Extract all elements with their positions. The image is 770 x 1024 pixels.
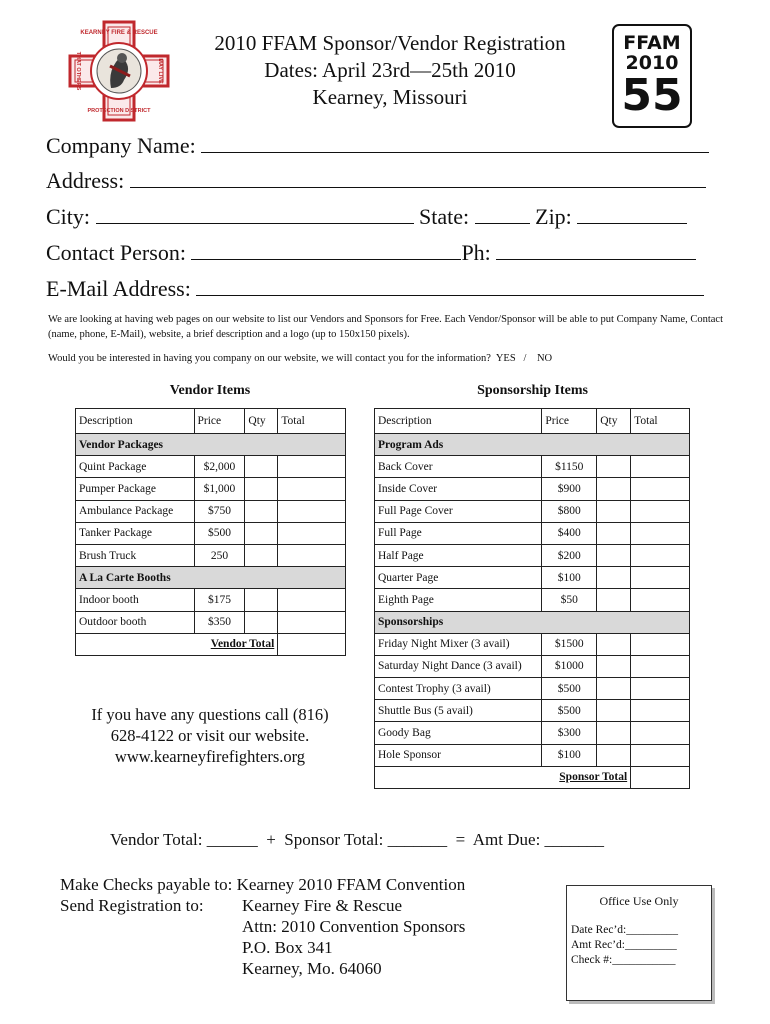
item-price: $100 bbox=[542, 567, 597, 589]
table-row bbox=[76, 500, 346, 522]
total-cell[interactable] bbox=[631, 544, 690, 566]
section-program-ads: Program Ads bbox=[375, 434, 690, 456]
qty-cell[interactable] bbox=[597, 567, 631, 589]
table-row bbox=[375, 522, 690, 544]
qty-cell[interactable] bbox=[597, 722, 631, 744]
qty-cell[interactable] bbox=[597, 589, 631, 611]
sponsor-header-row bbox=[375, 409, 690, 434]
sponsor-total-label: Sponsor Total bbox=[375, 766, 631, 788]
table-row bbox=[76, 456, 346, 478]
qty-cell[interactable] bbox=[597, 678, 631, 700]
qty-cell[interactable] bbox=[597, 522, 631, 544]
address-line: Kearney Fire & Rescue bbox=[242, 896, 403, 915]
city-field[interactable] bbox=[96, 203, 414, 224]
item-price: $800 bbox=[542, 500, 597, 522]
table-row bbox=[76, 544, 346, 566]
item-price: $500 bbox=[542, 700, 597, 722]
vendor-header-row bbox=[76, 409, 346, 434]
item-price: 250 bbox=[194, 544, 245, 566]
table-row bbox=[375, 744, 690, 766]
address-field[interactable] bbox=[130, 167, 706, 188]
total-cell[interactable] bbox=[278, 522, 346, 544]
item-desc: Indoor booth bbox=[76, 589, 195, 611]
col-price: Price bbox=[542, 409, 597, 434]
item-price: $175 bbox=[194, 589, 245, 611]
table-row bbox=[76, 589, 346, 611]
total-cell[interactable] bbox=[278, 544, 346, 566]
page-title bbox=[180, 30, 600, 111]
company-label: Company Name: bbox=[46, 133, 196, 158]
item-desc: Friday Night Mixer (3 avail) bbox=[375, 633, 542, 655]
dates-line: Dates: April 23rd—25th 2010 bbox=[264, 58, 516, 82]
item-desc: Outdoor booth bbox=[76, 611, 195, 633]
amount-due-line: Vendor Total: ______ + Sponsor Total: _______ = Amt Due: _______ bbox=[110, 830, 605, 849]
vendor-total-cell[interactable] bbox=[278, 633, 346, 655]
company-field[interactable] bbox=[201, 132, 709, 153]
total-cell[interactable] bbox=[631, 478, 690, 500]
total-cell[interactable] bbox=[631, 678, 690, 700]
qty-cell[interactable] bbox=[245, 478, 278, 500]
contact-info bbox=[70, 704, 350, 767]
qty-cell[interactable] bbox=[245, 611, 278, 633]
table-row bbox=[375, 567, 690, 589]
item-desc: Quint Package bbox=[76, 456, 195, 478]
section-sponsorships: Sponsorships bbox=[375, 611, 690, 633]
logo-text-top: KEARNEY FIRE & RESCUE bbox=[80, 30, 158, 36]
item-price: $500 bbox=[194, 522, 245, 544]
item-desc: Pumper Package bbox=[76, 478, 195, 500]
item-desc: Contest Trophy (3 avail) bbox=[375, 678, 542, 700]
item-price: $500 bbox=[542, 678, 597, 700]
section-a-la-carte-booths: A La Carte Booths bbox=[76, 567, 346, 589]
table-row bbox=[375, 478, 690, 500]
total-cell[interactable] bbox=[631, 500, 690, 522]
sign-line-1: FFAM bbox=[623, 32, 681, 54]
date-received-field[interactable]: Date Rec’d:_________ bbox=[571, 924, 678, 936]
total-cell[interactable] bbox=[631, 722, 690, 744]
total-cell[interactable] bbox=[631, 567, 690, 589]
table-row bbox=[375, 500, 690, 522]
table-row bbox=[375, 589, 690, 611]
checks-value: Kearney 2010 FFAM Convention bbox=[236, 875, 466, 894]
total-cell[interactable] bbox=[631, 655, 690, 677]
office-use-title: Office Use Only bbox=[599, 894, 679, 908]
state-label: State: bbox=[419, 204, 470, 229]
sign-number: 55 bbox=[621, 70, 683, 121]
contact-line-1: If you have any questions call (816) bbox=[91, 705, 329, 724]
col-price: Price bbox=[194, 409, 245, 434]
total-cell[interactable] bbox=[278, 500, 346, 522]
website-notice: We are looking at having web pages on our website to list our Vendors and Sponsors for Free. Each Vendor/Sponsor will be able to put Company Name, Contact (name, phone, E-Mail), website, a brief description and a logo (up to 150x150 pixels). bbox=[48, 314, 724, 340]
zip-field[interactable] bbox=[577, 203, 687, 224]
fire-department-logo bbox=[66, 18, 172, 124]
location-line: Kearney, Missouri bbox=[312, 85, 468, 109]
item-price: $400 bbox=[542, 522, 597, 544]
item-price: $100 bbox=[542, 744, 597, 766]
item-price: $1150 bbox=[542, 456, 597, 478]
item-desc: Goody Bag bbox=[375, 722, 542, 744]
col-qty: Qty bbox=[597, 409, 631, 434]
table-row bbox=[76, 522, 346, 544]
table-row bbox=[375, 456, 690, 478]
vendor-total-row bbox=[76, 633, 346, 655]
table-row bbox=[375, 633, 690, 655]
item-price: $1000 bbox=[542, 655, 597, 677]
total-cell[interactable] bbox=[631, 700, 690, 722]
amount-received-field[interactable]: Amt Rec’d:_________ bbox=[571, 939, 677, 951]
item-desc: Full Page Cover bbox=[375, 500, 542, 522]
item-price: $50 bbox=[542, 589, 597, 611]
total-cell[interactable] bbox=[278, 456, 346, 478]
city-row bbox=[46, 203, 687, 231]
contact-label: Contact Person: bbox=[46, 240, 186, 265]
item-desc: Saturday Night Dance (3 avail) bbox=[375, 655, 542, 677]
logo-text-right: MAY LIVE bbox=[157, 58, 163, 84]
company-row bbox=[46, 132, 709, 160]
item-price: $2,000 bbox=[194, 456, 245, 478]
qty-cell[interactable] bbox=[245, 456, 278, 478]
payment-info bbox=[60, 874, 465, 979]
item-price: $750 bbox=[194, 500, 245, 522]
contact-row bbox=[46, 239, 696, 267]
vendor-total-label: Vendor Total bbox=[76, 633, 278, 655]
table-row bbox=[375, 700, 690, 722]
email-label: E-Mail Address: bbox=[46, 276, 191, 301]
qty-cell[interactable] bbox=[597, 633, 631, 655]
item-desc: Eighth Page bbox=[375, 589, 542, 611]
website-link[interactable]: www.kearneyfirefighters.org bbox=[114, 747, 306, 766]
qty-cell[interactable] bbox=[597, 744, 631, 766]
table-row bbox=[76, 611, 346, 633]
table-row bbox=[375, 678, 690, 700]
item-price: $1,000 bbox=[194, 478, 245, 500]
total-cell[interactable] bbox=[278, 478, 346, 500]
logo-text-left: THAT OTHERS bbox=[75, 51, 81, 91]
item-desc: Shuttle Bus (5 avail) bbox=[375, 700, 542, 722]
address-line: P.O. Box 341 bbox=[242, 938, 333, 957]
address-label: Address: bbox=[46, 168, 125, 193]
mailing-address bbox=[242, 895, 465, 979]
qty-cell[interactable] bbox=[245, 522, 278, 544]
total-cell[interactable] bbox=[631, 456, 690, 478]
section-vendor-packages: Vendor Packages bbox=[76, 434, 346, 456]
item-desc: Back Cover bbox=[375, 456, 542, 478]
item-price: $1500 bbox=[542, 633, 597, 655]
item-desc: Tanker Package bbox=[76, 522, 195, 544]
item-desc: Quarter Page bbox=[375, 567, 542, 589]
vendor-table bbox=[75, 408, 346, 656]
qty-cell[interactable] bbox=[597, 700, 631, 722]
total-cell[interactable] bbox=[631, 744, 690, 766]
send-label: Send Registration to: bbox=[60, 896, 204, 915]
address-row bbox=[46, 167, 706, 195]
state-field[interactable] bbox=[475, 203, 530, 224]
col-qty: Qty bbox=[245, 409, 278, 434]
qty-cell[interactable] bbox=[245, 589, 278, 611]
sponsor-total-row bbox=[375, 766, 690, 788]
total-cell[interactable] bbox=[631, 633, 690, 655]
qty-cell[interactable] bbox=[597, 544, 631, 566]
table-row bbox=[375, 544, 690, 566]
contact-field[interactable] bbox=[191, 239, 461, 260]
item-desc: Ambulance Package bbox=[76, 500, 195, 522]
qty-cell[interactable] bbox=[597, 500, 631, 522]
sponsor-table bbox=[374, 408, 690, 789]
item-price: $300 bbox=[542, 722, 597, 744]
qty-cell[interactable] bbox=[597, 655, 631, 677]
website-question: Would you be interested in having you company on our website, we will contact you for the information? YES / NO bbox=[48, 353, 553, 364]
table-row bbox=[375, 655, 690, 677]
check-number-field[interactable]: Check #:___________ bbox=[571, 954, 676, 966]
city-label: City: bbox=[46, 204, 91, 229]
address-line: Attn: 2010 Convention Sponsors bbox=[242, 917, 466, 936]
title-line: 2010 FFAM Sponsor/Vendor Registration bbox=[214, 31, 566, 55]
qty-cell[interactable] bbox=[597, 456, 631, 478]
zip-label: Zip: bbox=[535, 204, 572, 229]
table-row bbox=[375, 722, 690, 744]
total-cell[interactable] bbox=[278, 611, 346, 633]
table-row bbox=[76, 478, 346, 500]
col-total: Total bbox=[631, 409, 690, 434]
total-cell[interactable] bbox=[278, 589, 346, 611]
phone-label: Ph: bbox=[461, 240, 491, 265]
item-desc: Full Page bbox=[375, 522, 542, 544]
col-total: Total bbox=[278, 409, 346, 434]
vendor-items-heading: Vendor Items bbox=[169, 383, 251, 398]
office-use-box bbox=[566, 885, 712, 1001]
qty-cell[interactable] bbox=[597, 478, 631, 500]
col-description: Description bbox=[76, 409, 195, 434]
sign-line-2: 2010 bbox=[625, 52, 679, 74]
contact-line-2: 628-4122 or visit our website. bbox=[110, 726, 310, 745]
email-row bbox=[46, 275, 704, 303]
phone-field[interactable] bbox=[496, 239, 696, 260]
sponsorship-items-heading: Sponsorship Items bbox=[477, 383, 588, 398]
qty-cell[interactable] bbox=[245, 500, 278, 522]
sponsor-total-cell[interactable] bbox=[631, 766, 690, 788]
address-line: Kearney, Mo. 64060 bbox=[242, 959, 382, 978]
item-price: $900 bbox=[542, 478, 597, 500]
checks-label: Make Checks payable to: bbox=[60, 875, 233, 894]
item-desc: Brush Truck bbox=[76, 544, 195, 566]
item-price: $200 bbox=[542, 544, 597, 566]
item-desc: Inside Cover bbox=[375, 478, 542, 500]
qty-cell[interactable] bbox=[245, 544, 278, 566]
item-desc: Half Page bbox=[375, 544, 542, 566]
ffam-speed-sign bbox=[612, 24, 692, 128]
col-description: Description bbox=[375, 409, 542, 434]
total-cell[interactable] bbox=[631, 522, 690, 544]
email-field[interactable] bbox=[196, 275, 704, 296]
logo-text-bottom: PROTECTION DISTRICT bbox=[87, 108, 151, 114]
item-desc: Hole Sponsor bbox=[375, 744, 542, 766]
total-cell[interactable] bbox=[631, 589, 690, 611]
item-price: $350 bbox=[194, 611, 245, 633]
